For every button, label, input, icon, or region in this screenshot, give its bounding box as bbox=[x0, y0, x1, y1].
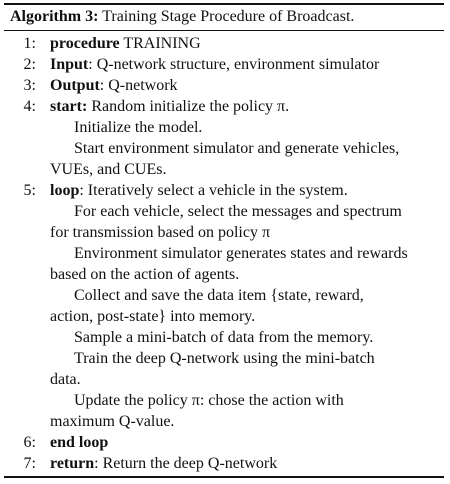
keyword: procedure bbox=[50, 35, 120, 52]
step-text: Collect and save the data item {state, reward, bbox=[74, 287, 364, 304]
line-text: Random initialize the policy π. bbox=[87, 98, 290, 115]
line-body bbox=[50, 434, 108, 452]
line-body bbox=[50, 77, 178, 95]
keyword: return bbox=[50, 455, 95, 472]
step-text: Train the deep Q-network using the mini-batch bbox=[74, 350, 375, 367]
line-number: 7: bbox=[23, 455, 36, 472]
line-text: : Iteratively select a vehicle in the system. bbox=[79, 182, 348, 199]
step-text: Start environment simulator and generate vehicles, bbox=[74, 140, 400, 157]
line-body bbox=[50, 98, 289, 116]
line-number: 6: bbox=[23, 434, 36, 451]
line-text: : Q-network structure, environment simulator bbox=[88, 56, 380, 73]
line-text: TRAINING bbox=[119, 35, 201, 52]
step-text: Update the policy π: chose the action with bbox=[74, 392, 344, 409]
continuation-text: VUEs, and CUEs. bbox=[50, 161, 167, 178]
line-body bbox=[50, 56, 379, 74]
keyword: Output bbox=[50, 77, 100, 94]
step-text: Environment simulator generates states and rewards bbox=[74, 245, 408, 262]
line-number: 5: bbox=[23, 182, 36, 199]
keyword: Input bbox=[50, 56, 89, 73]
caption-label: Algorithm 3: bbox=[10, 8, 99, 25]
keyword: start: bbox=[50, 98, 88, 115]
algorithm-caption bbox=[10, 8, 354, 26]
line-text: : Q-network bbox=[99, 77, 178, 94]
step-text: For each vehicle, select the messages and spectrum bbox=[74, 203, 402, 220]
line-number: 1: bbox=[23, 35, 36, 52]
line-body bbox=[50, 182, 348, 200]
step-text: Sample a mini-batch of data from the memory. bbox=[74, 329, 374, 346]
continuation-text: action, post-state} into memory. bbox=[50, 308, 256, 325]
keyword: end loop bbox=[50, 434, 109, 451]
continuation-text: maximum Q-value. bbox=[50, 413, 175, 430]
line-number: 4: bbox=[23, 98, 36, 115]
algorithm-box bbox=[4, 3, 444, 477]
line-text: : Return the deep Q-network bbox=[94, 455, 278, 472]
line-body bbox=[50, 455, 277, 473]
caption-text: Training Stage Procedure of Broadcast. bbox=[102, 8, 355, 25]
keyword: loop bbox=[50, 182, 80, 199]
bottom-rule bbox=[4, 476, 444, 478]
line-body bbox=[50, 35, 201, 53]
step-text: Initialize the model. bbox=[74, 119, 203, 136]
continuation-text: for transmission based on policy π bbox=[50, 224, 271, 241]
continuation-text: based on the action of agents. bbox=[50, 266, 240, 283]
line-number: 3: bbox=[23, 77, 36, 94]
caption-rule bbox=[4, 30, 444, 31]
continuation-text: data. bbox=[50, 371, 81, 388]
line-number: 2: bbox=[23, 56, 36, 73]
top-rule bbox=[4, 3, 444, 5]
